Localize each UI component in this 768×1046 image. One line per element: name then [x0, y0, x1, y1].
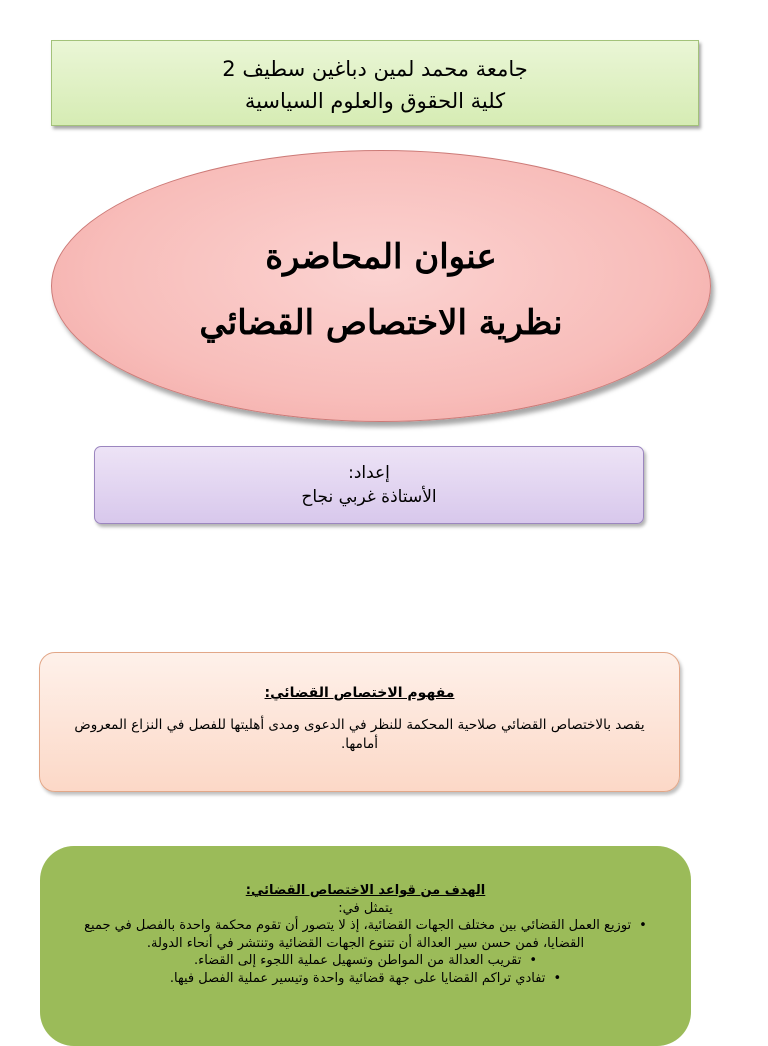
goal-list — [62, 917, 669, 987]
list-item — [62, 952, 669, 970]
goal-heading: الهدف من قواعد الاختصاص القضائي: — [245, 883, 486, 898]
university-name: جامعة محمد لمين دباغين سطيف 2 — [222, 57, 528, 81]
author-label: إعداد: — [348, 463, 390, 483]
lecture-title-label: عنوان المحاضرة — [265, 237, 497, 277]
goal-box — [40, 846, 691, 1046]
author-name: الأستاذة غربي نجاح — [301, 487, 437, 507]
list-item — [62, 970, 669, 988]
bullet-icon: • — [529, 953, 538, 968]
concept-box — [39, 652, 680, 792]
list-item-text: تقريب العدالة من المواطن وتسهيل عملية اللجوء إلى القضاء. — [193, 953, 522, 968]
concept-heading: مفهوم الاختصاص القضائي: — [264, 685, 455, 701]
concept-body: يقصد بالاختصاص القضائي صلاحية المحكمة للنظر في الدعوى ومدى أهليتها للفصل في النزاع المعروض أمامها. — [74, 717, 645, 752]
list-item — [62, 917, 669, 952]
lecture-title-ellipse — [51, 150, 711, 422]
university-header — [51, 40, 699, 126]
goal-intro: يتمثل في: — [338, 900, 393, 916]
author-box — [94, 446, 644, 524]
list-item-text: تفادي تراكم القضايا على جهة قضائية واحدة وتيسير عملية الفصل فيها. — [169, 970, 546, 986]
bullet-icon: • — [553, 970, 562, 986]
lecture-title: نظرية الاختصاص القضائي — [199, 303, 563, 343]
faculty-name: كلية الحقوق والعلوم السياسية — [244, 89, 506, 113]
list-item-text: توزيع العمل القضائي بين مختلف الجهات القضائية، إذ لا يتصور أن تقوم محكمة واحدة بالفصل في جميع القضايا، فمن حسن سير العدالة أن تتنوع الجهات القضائية وتنتشر في أنحاء الدولة. — [84, 918, 632, 951]
bullet-icon: • — [639, 918, 647, 933]
